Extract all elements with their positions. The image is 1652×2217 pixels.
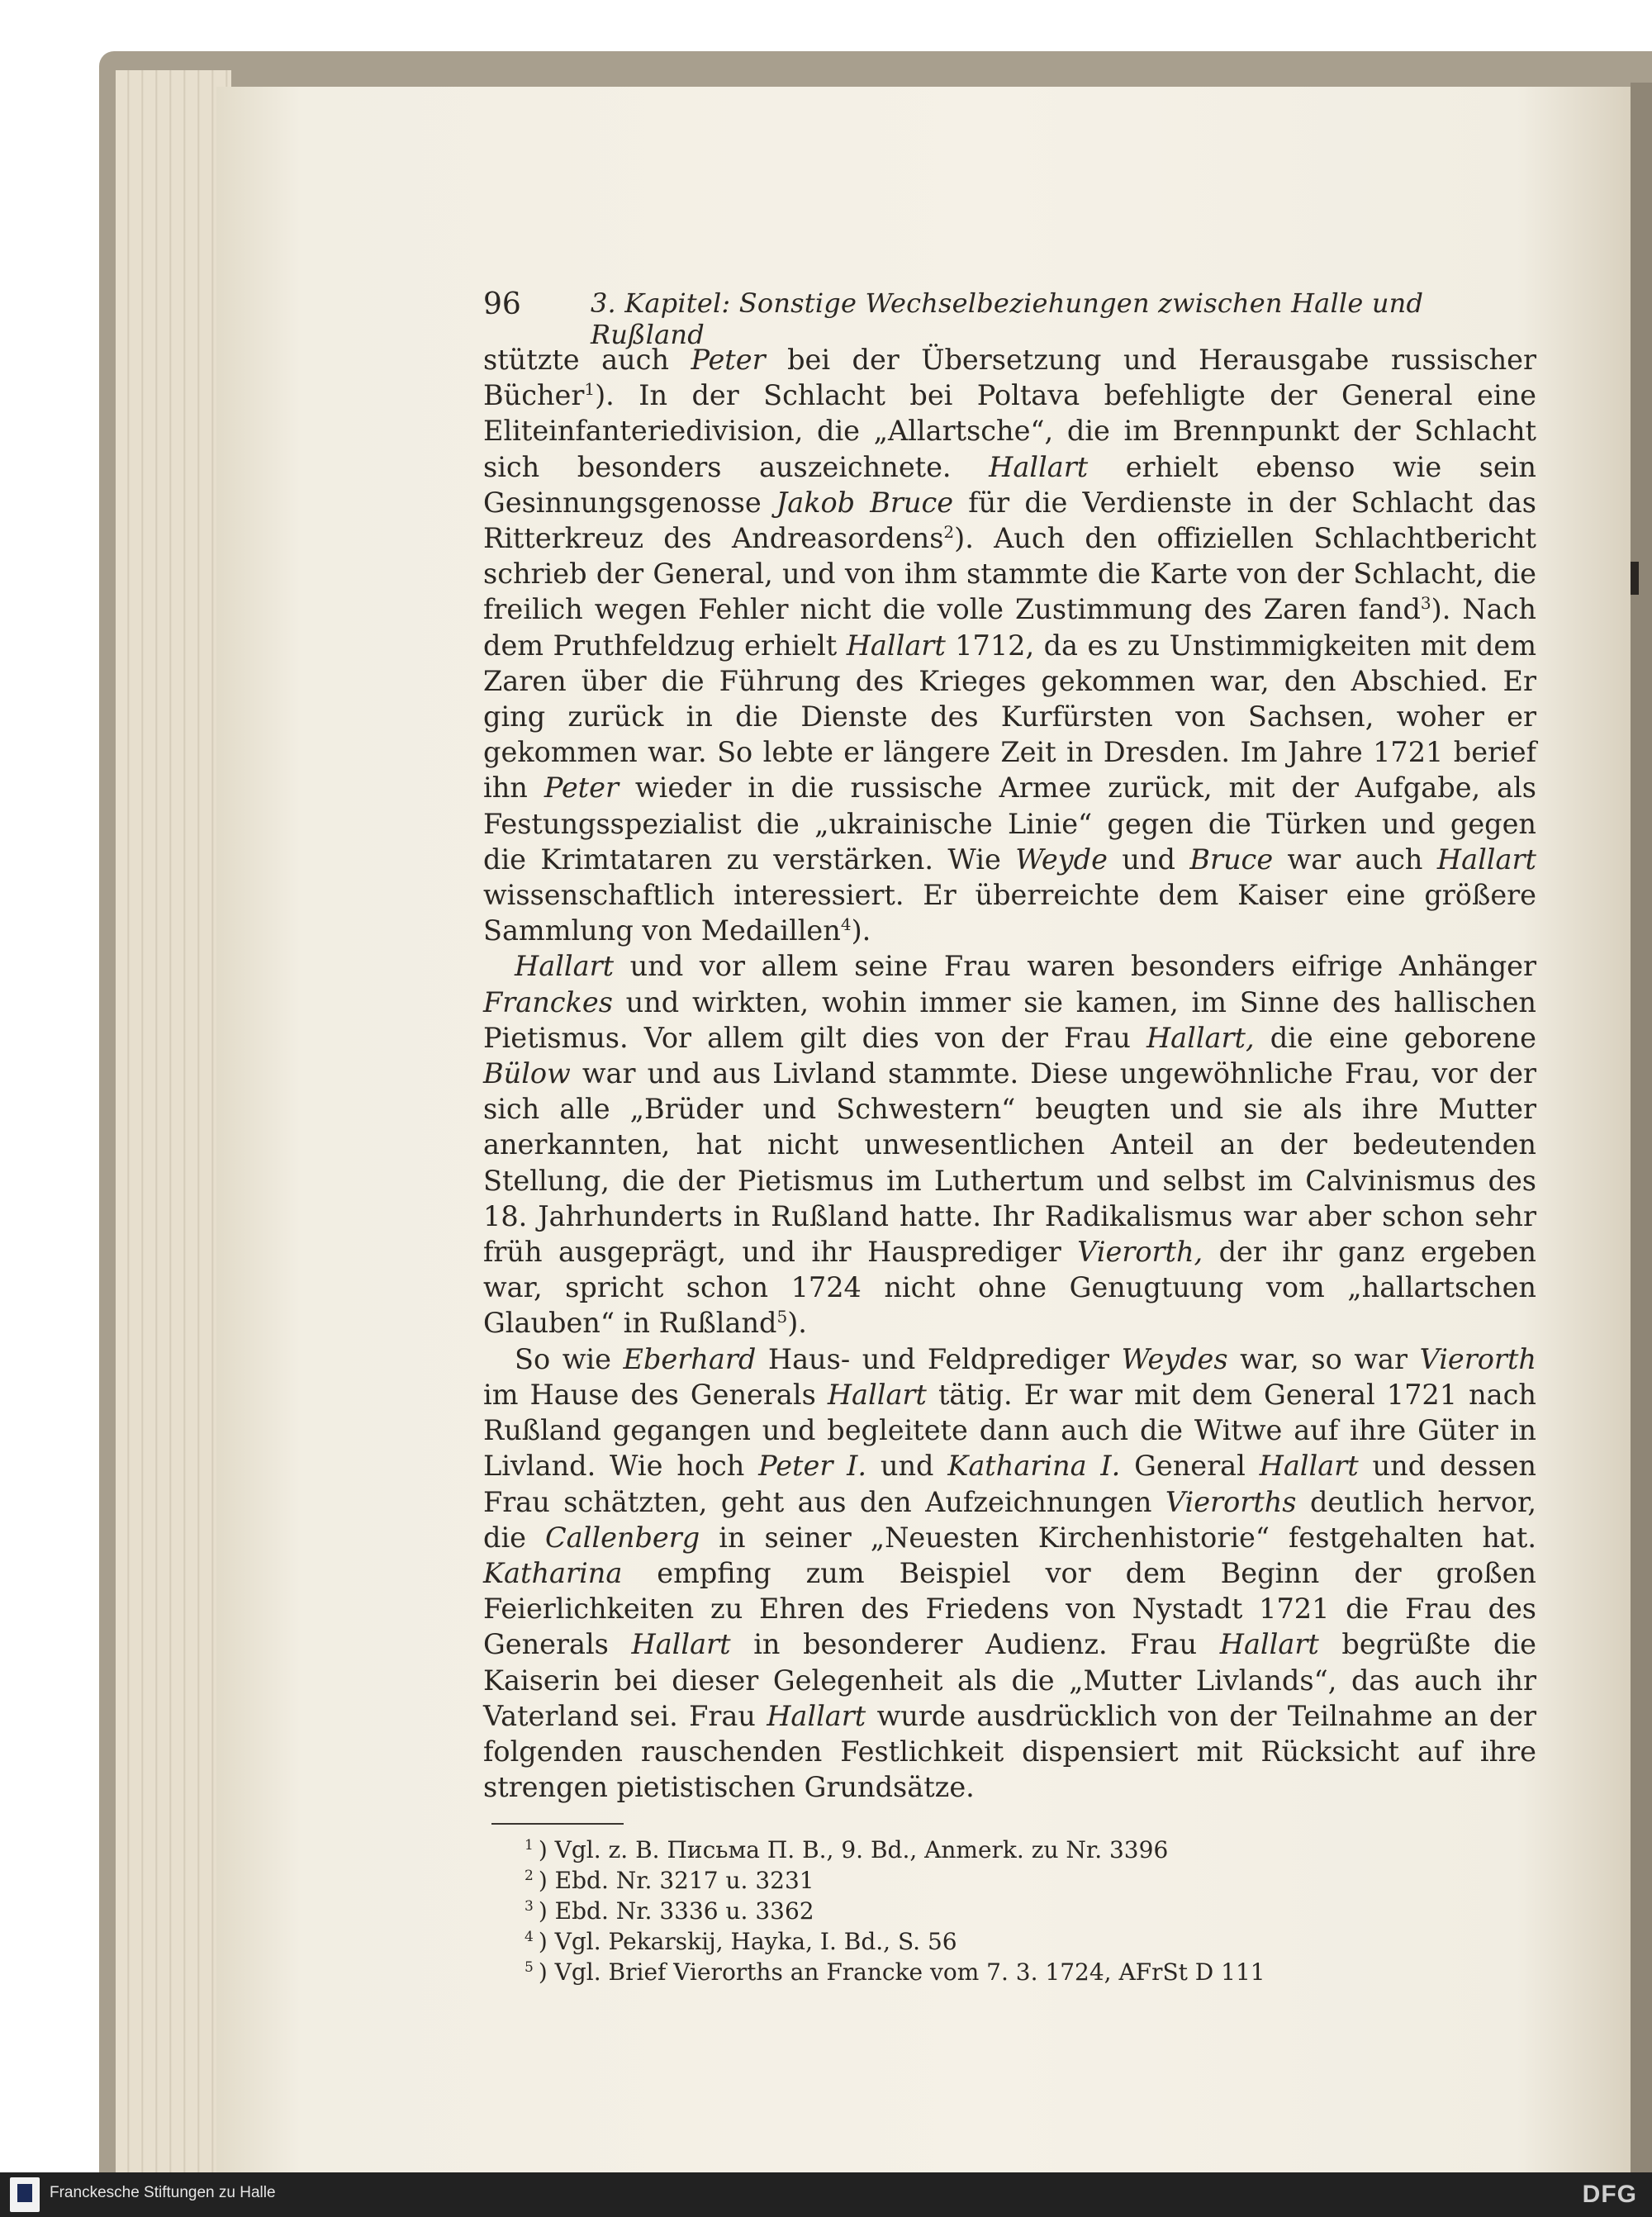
italic-text: Peter	[544, 771, 619, 805]
text-run: deutlich hervor, die	[483, 1485, 1536, 1554]
viewer-footer-bar	[0, 2172, 1652, 2217]
text-run: der ihr ganz ergeben war, spricht schon 1724 nicht ohne Genugtuung vom „hallartschen Glauben“ in Rußland	[483, 1236, 1537, 1340]
paragraph	[483, 1341, 1536, 1806]
page-content	[483, 281, 1536, 1987]
footnote-text: ) Vgl. Pekarskij, Hayka, I. Bd., S. 56	[538, 1928, 957, 1956]
footnote-reference: 3	[1420, 593, 1431, 614]
italic-text: Eberhard	[623, 1342, 757, 1375]
paragraph	[483, 342, 1536, 948]
footnote-mark: 1	[525, 1837, 534, 1854]
running-header	[483, 281, 1536, 350]
text-run: war auch	[1273, 843, 1437, 876]
italic-text: Hallart	[827, 1378, 927, 1411]
text-run: 1712, da es zu Unstimmigkeiten mit dem Zaren über die Führung des Krieges gekommen war, den Abschied. Er ging zurück in die Dienste des Kurfürsten von Sachsen, woher er gekommen war. So lebte er längere Zeit in Dresden. Im Jahre 1721 berief ihn	[483, 629, 1536, 805]
italic-text: Hallart	[989, 450, 1089, 483]
page-number: 96	[483, 287, 521, 321]
text-run: ). In der Schlacht bei Poltava befehligte der General eine Eliteinfanteriedivision, die „Allartsche“, die im Brennpunkt der Schlacht sich besonders auszeichnete.	[483, 379, 1536, 483]
footnote	[525, 1865, 1536, 1896]
italic-text: Bruce	[1189, 843, 1274, 876]
dfg-logo[interactable]: DFG	[1582, 2181, 1637, 2208]
footnote-mark: 4	[525, 1929, 534, 1945]
text-run: tätig. Er war mit dem General 1721 nach Rußland gegangen und begleitete dann auch die Witwe auf ihre Güter in Livland. Wie hoch	[483, 1378, 1536, 1483]
text-run: die eine geborene	[1254, 1021, 1536, 1054]
italic-text: Jakob Bruce	[776, 486, 954, 519]
footnote	[525, 1957, 1536, 1987]
footnote-text: ) Ebd. Nr. 3336 u. 3362	[538, 1897, 814, 1925]
footnote-mark: 2	[525, 1868, 534, 1884]
italic-text: Peter I.	[758, 1450, 867, 1483]
italic-text: Hallart	[1259, 1450, 1359, 1483]
footnote-reference: 1	[584, 379, 596, 400]
text-run: erhielt ebenso wie sein Gesinnungsgenosse	[483, 450, 1536, 519]
italic-text: Hallart	[1436, 843, 1536, 876]
text-run: ).	[787, 1307, 807, 1340]
text-run: General	[1120, 1450, 1260, 1483]
footnote-text: ) Ebd. Nr. 3217 u. 3231	[538, 1867, 814, 1895]
institution-name[interactable]: Franckesche Stiftungen zu Halle	[50, 2184, 276, 2201]
italic-text: Hallart	[767, 1699, 866, 1732]
italic-text: Katharina I.	[947, 1450, 1121, 1483]
text-run: und wirkten, wohin immer sie kamen, im Sinne des hallischen Pietismus. Vor allem gilt dies von der Frau	[483, 985, 1536, 1054]
footnote-mark: 3	[525, 1898, 534, 1915]
footnote-separator	[491, 1823, 624, 1825]
text-run: in seiner „Neuesten Kirchenhistorie“ festgehalten hat.	[700, 1521, 1536, 1554]
text-run: ). Nach dem Pruthfeldzug erhielt	[483, 593, 1536, 662]
text-run: und	[1107, 843, 1190, 876]
edge-mark	[1631, 562, 1639, 595]
footnote-text: ) Vgl. Brief Vierorths an Francke vom 7. 3. 1724, AFrSt D 111	[538, 1958, 1265, 1987]
text-run: Haus- und Feldprediger	[756, 1342, 1122, 1375]
text-run: und vor allem seine Frau waren besonders eifrige Anhänger	[614, 950, 1536, 983]
institution-logo-icon[interactable]	[10, 2177, 40, 2212]
text-run: und dessen Frau schätzten, geht aus den Aufzeichnungen	[483, 1450, 1536, 1518]
italic-text: Vierorth	[1419, 1342, 1536, 1375]
italic-text: Weydes	[1121, 1342, 1228, 1375]
text-run: im Hause des Generals	[483, 1378, 828, 1411]
italic-text: Callenberg	[545, 1521, 700, 1554]
italic-text: Weyde	[1015, 843, 1108, 876]
text-run: stützte auch	[483, 344, 691, 376]
page-edges	[116, 70, 231, 2172]
text-run: bei der Übersetzung und Herausgabe russischer Bücher	[483, 344, 1537, 412]
footnote-text: ) Vgl. z. B. Письма П. В., 9. Bd., Anmerk. zu Nr. 3396	[538, 1836, 1169, 1864]
footnotes	[525, 1835, 1536, 1987]
text-run: war und aus Livland stammte. Diese ungewöhnliche Frau, vor der sich alle „Brüder und Schwestern“ beugten und sie als ihre Mutter anerkannten, hat nicht unwesentlichen Anteil an der bedeutenden Stellung, die der Pietismus im Luthertum und selbst im Calvinismus des 18. Jahrhunderts in Rußland hatte. Ihr Radikalismus war aber schon sehr früh ausgeprägt, und ihr Hausprediger	[483, 1057, 1536, 1269]
italic-text: Hallart	[631, 1628, 731, 1661]
italic-text: Katharina	[483, 1556, 623, 1589]
text-run: empfing zum Beispiel vor dem Beginn der großen Feierlichkeiten zu Ehren des Friedens von Nystadt 1721 die Frau des Generals	[483, 1556, 1536, 1661]
footnote	[525, 1835, 1536, 1865]
logo-emblem	[17, 2184, 32, 2202]
right-page-edge	[1631, 83, 1652, 2172]
text-run: wieder in die russische Armee zurück, mit der Aufgabe, als Festungsspezialist die „ukrainische Linie“ gegen die Türken und gegen die Krimtataren zu verstärken. Wie	[483, 771, 1536, 876]
italic-text: Vierorths	[1165, 1485, 1297, 1518]
text-run: begrüßte die Kaiserin bei dieser Gelegenheit als die „Mutter Livlands“, das auch ihr Vaterland sei. Frau	[483, 1628, 1537, 1732]
italic-text: Peter	[691, 344, 766, 376]
italic-text: Franckes	[483, 985, 613, 1018]
footnote	[525, 1926, 1536, 1957]
italic-text: Hallart	[1219, 1628, 1319, 1661]
paragraph	[483, 948, 1536, 1341]
body-text	[483, 342, 1536, 1805]
footnote-mark: 5	[525, 1959, 534, 1976]
italic-text: Hallart,	[1146, 1021, 1255, 1054]
text-run: So wie	[515, 1342, 624, 1375]
italic-text: Hallart	[846, 629, 946, 662]
text-run: wissenschaftlich interessiert. Er überreichte dem Kaiser eine größere Sammlung von Medaillen	[483, 879, 1536, 947]
text-run: wurde ausdrücklich von der Teilnahme an der folgenden rauschenden Festlichkeit dispensiert mit Rücksicht auf ihre strengen pietistischen Grundsätze.	[483, 1699, 1536, 1804]
text-run: und	[866, 1450, 948, 1483]
footnote-reference: 4	[840, 914, 852, 935]
footnote-reference: 2	[943, 521, 955, 542]
italic-text: Hallart	[515, 950, 615, 983]
italic-text: Bülow	[483, 1057, 571, 1090]
text-run: ).	[851, 914, 871, 947]
footnote-reference: 5	[776, 1307, 788, 1327]
text-run: in besonderer Audienz. Frau	[730, 1628, 1220, 1661]
text-run: war, so war	[1227, 1342, 1420, 1375]
text-run: ). Auch den offiziellen Schlachtbericht schrieb der General, und von ihm stammte die Karte von der Schlacht, die freilich wegen Fehler nicht die volle Zustimmung des Zaren fand	[483, 522, 1536, 626]
text-run: für die Verdienste in der Schlacht das Ritterkreuz des Andreasordens	[483, 486, 1536, 555]
chapter-header: 3. Kapitel: Sonstige Wechselbeziehungen zwischen Halle und Rußland	[591, 287, 1424, 350]
italic-text: Vierorth,	[1077, 1236, 1203, 1269]
footnote	[525, 1896, 1536, 1926]
